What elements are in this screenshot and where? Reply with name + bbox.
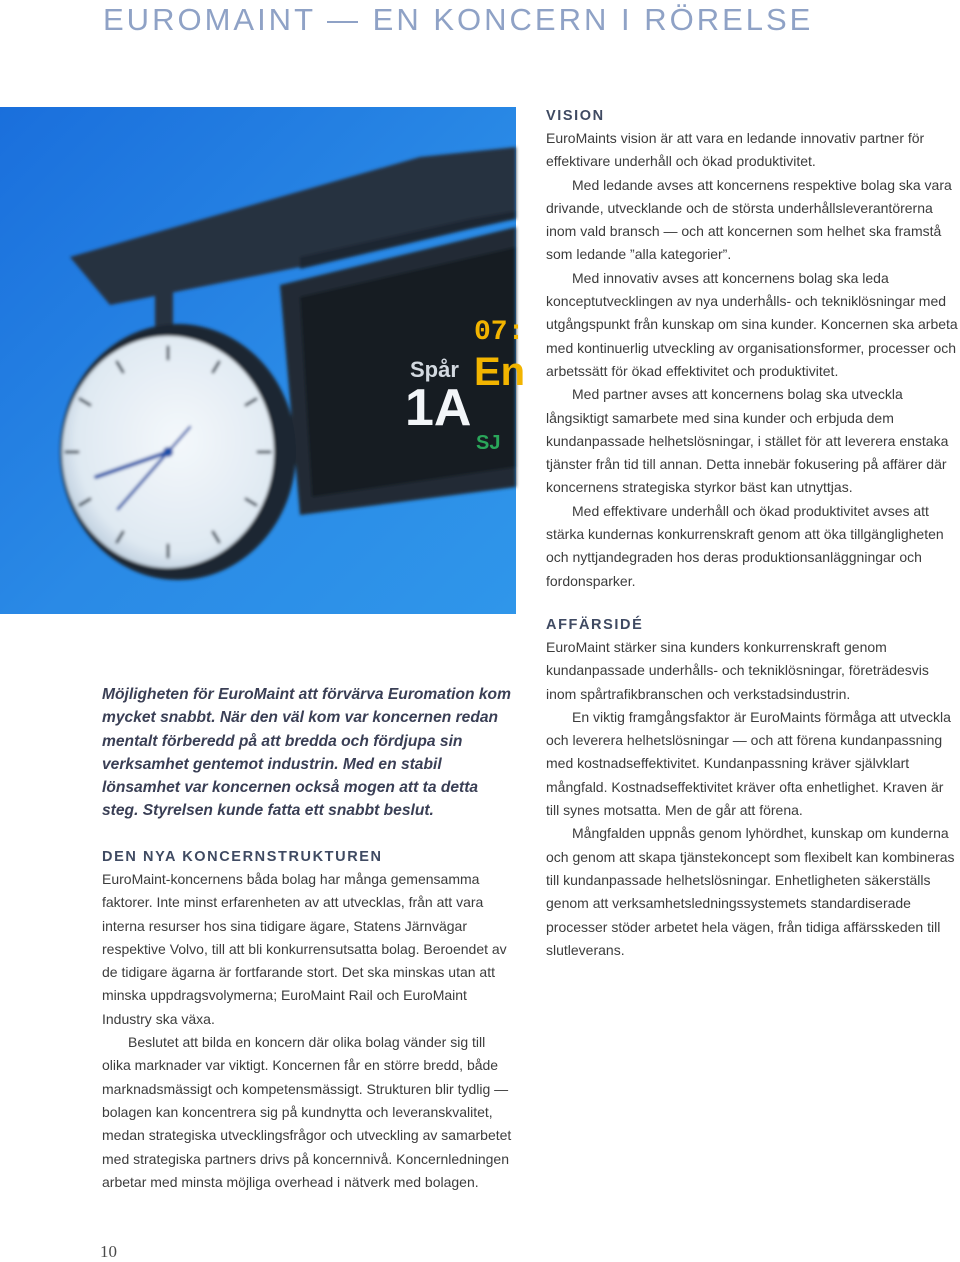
structure-section xyxy=(102,846,516,1194)
sign-track-label: Spår xyxy=(410,357,459,382)
station-clock-photo xyxy=(0,107,526,614)
display-destination: En xyxy=(474,350,526,394)
vision-paragraph: Med ledande avses att koncernens respektive bolag ska vara drivande, utvecklande och de största underhållsleverantörerna inom vald bransch — och att koncernen som helhet ska framstå som ledande ”alla kategorier”. xyxy=(546,176,952,263)
vision-paragraph: Med partner avses att koncernens bolag ska utveckla långsiktigt samarbete med sina kunder och erbjuda dem kundanpassade helhetslösningar, i stället för att leverera enstaka tjänster från tid till annan. Detta innebär fokusering på affärer där koncernens strategiska styrkor bäst kan utnyttjas. xyxy=(546,386,949,496)
affarside-paragraph: EuroMaint stärker sina kunders konkurrenskraft genom kundanpassade underhålls- och tekniklösningar, företrädesvis inom spårtrafikbranschen och verkstadsindustrin. xyxy=(546,639,929,702)
vision-heading: VISION xyxy=(546,108,605,124)
affarside-paragraph: En viktig framgångsfaktor är EuroMaints förmåga att utveckla och leverera helhetslösningar — och att förena kundanpassning med kostnadseffektivitet. Kundanpassning kräver självklart mångfald. Kostnadseffektivitet kräver ofta enhetlighet. Kraven är till synes motsatta. Men de går att förena. xyxy=(546,708,951,819)
station-clock-illustration xyxy=(0,107,526,614)
affarside-section xyxy=(546,614,960,962)
affarside-paragraph: Mångfalden uppnås genom lyhördhet, kunskap om kunderna och genom att skapa tjänstekoncept som flexibelt kan kombineras till kundanpassade helhetslösningar. Enhetligheten säkerställs genom att verksamhetsledningssystemets standardiserade processer stöder arbetet hela vägen, från tidiga affärsskeden till slutleverans. xyxy=(546,825,955,958)
structure-paragraph: EuroMaint-koncernens båda bolag har många gemensamma faktorer. Inte minst erfarenheten av att utvecklas, från att vara interna resurser hos sina tidigare ägare, Statens Järnvägar respektive Volvo, till att bli konkurrensutsatta bolag. Beroendet av de tidigare ägarna är fortfarande stort. Det ska minskas utan att minska uppdragsvolymerna; EuroMaint Rail och EuroMaint Industry ska växa. xyxy=(102,871,507,1027)
display-time: 07: xyxy=(474,317,525,348)
affarside-heading: AFFÄRSIDÉ xyxy=(546,617,644,633)
display-subtext: SJ xyxy=(476,432,501,454)
sign-track-number: 1A xyxy=(405,379,472,437)
page-title: EUROMAINT — EN KONCERN I RÖRELSE xyxy=(103,2,814,37)
page-number: 10 xyxy=(100,1242,117,1261)
structure-heading: DEN NYA KONCERNSTRUKTUREN xyxy=(102,849,383,865)
vision-paragraph: EuroMaints vision är att vara en ledande innovativ partner för effektivare underhåll och ökad produktivitet. xyxy=(546,130,925,170)
vision-paragraph: Med effektivare underhåll och ökad produktivitet avses att stärka kundernas konkurrenskraft genom att öka tillgängligheten och nyttjandegraden hos deras produktionsanläggningar och fordonsparker. xyxy=(546,502,944,589)
pull-quote: Möjligheten för EuroMaint att förvärva Euromation kom mycket snabbt. När den väl kom var koncernen redan mentalt förberedd på att bredda och fördjupa sin verksamhet gentemot industrin. Med en stabil lönsamhet var koncernen också mogen att ta detta steg. Styrelsen kunde fatta ett snabbt beslut. xyxy=(102,686,511,820)
vision-paragraph: Med innovativ avses att koncernens bolag ska leda konceptutvecklingen av nya underhålls- och tekniklösningar med utgångspunkt från kunskap om sina kunder. Koncernen ska arbeta med kontinuerlig utveckling av organisationsformer, processer och arbetssätt för ökad effektivitet och produktivitet. xyxy=(546,269,958,379)
vision-section xyxy=(546,105,960,593)
structure-paragraph: Beslutet att bilda en koncern där olika bolag vänder sig till olika marknader var viktigt. Koncernen får en större bredd, både marknadsmässigt och kompetensmässigt. Strukturen blir tydlig — bolagen kan koncentrera sig på kundnytta och leveranskvalitet, medan strategiska utvecklingsfrågor och utveckling av samarbetet med strategiska partners drivs på koncernnivå. Koncernledningen arbetar med minsta möjliga overhead i nätverk med bolagen. xyxy=(102,1034,512,1190)
